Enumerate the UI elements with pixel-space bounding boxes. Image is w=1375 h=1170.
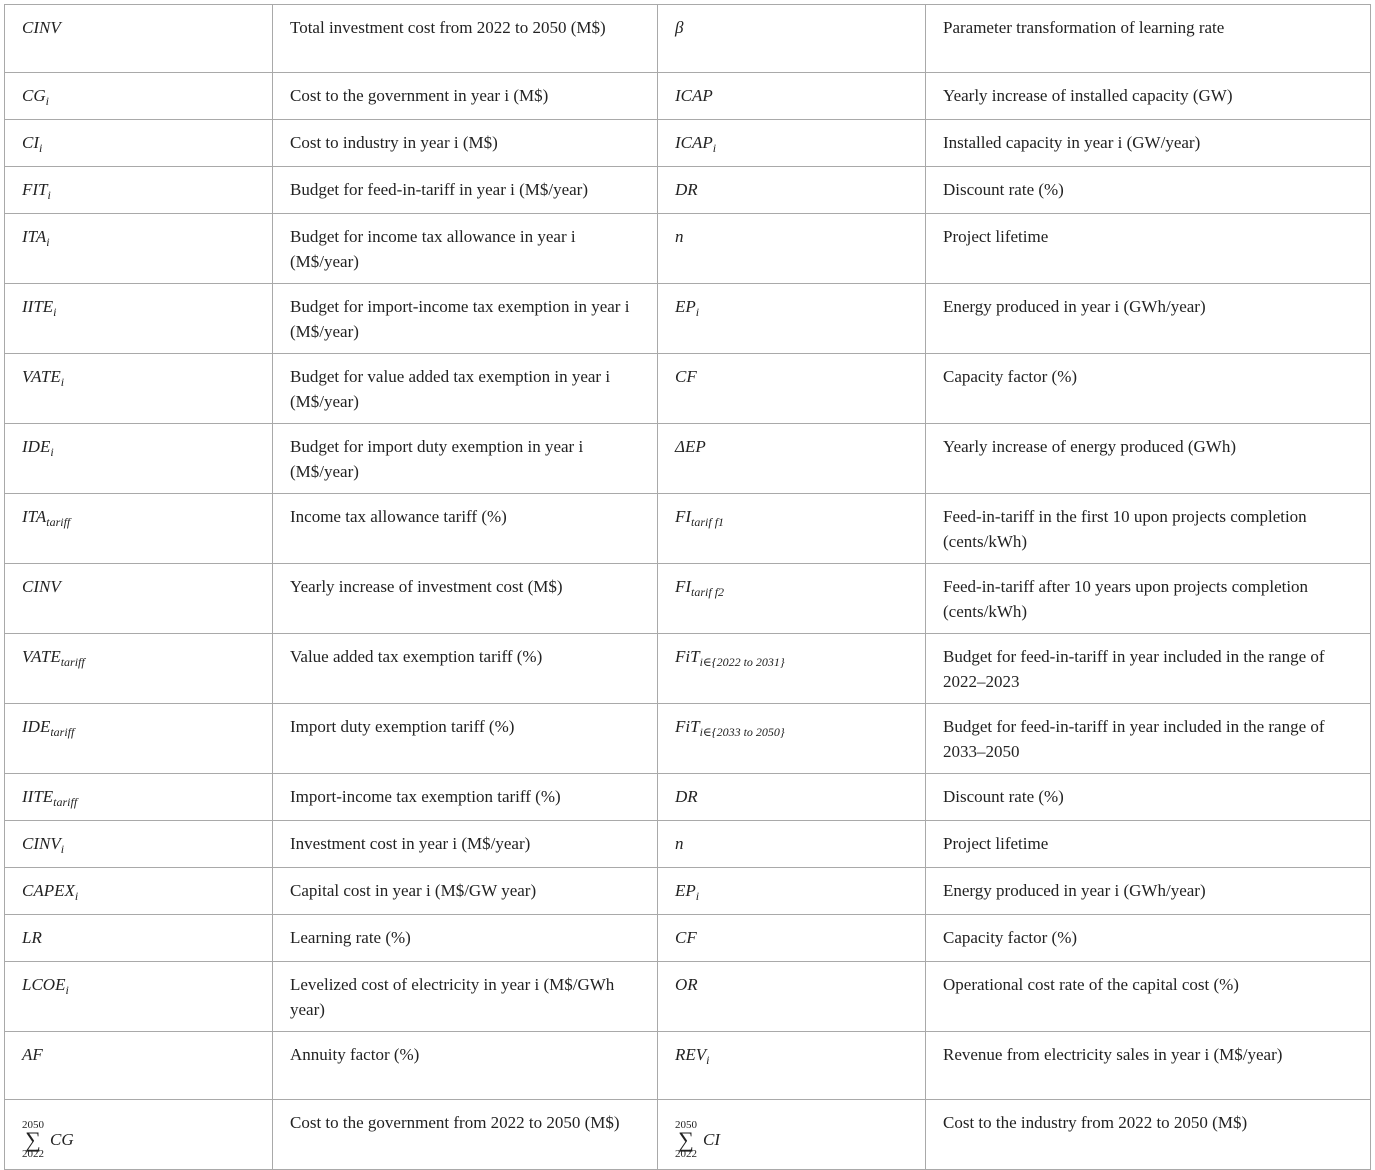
description-cell: Feed-in-tariff in the first 10 upon projects completion (cents/kWh): [926, 494, 1371, 564]
symbol-cell: [658, 424, 926, 494]
symbol-name: REV: [675, 1045, 707, 1064]
symbol-subscript: i: [60, 842, 65, 856]
symbol-cell: [658, 774, 926, 821]
description-cell: Cost to the industry from 2022 to 2050 (M$): [926, 1100, 1371, 1170]
symbol-name: CI: [22, 133, 39, 152]
description-cell: Cost to the government in year i (M$): [273, 73, 658, 120]
symbol-cell: [5, 1100, 273, 1170]
description-cell: Learning rate (%): [273, 915, 658, 962]
symbol-subscript: i: [39, 141, 43, 155]
symbol-name: CF: [675, 367, 697, 386]
symbol-subscript: tariff: [53, 795, 78, 809]
symbol-cell: [658, 354, 926, 424]
symbol-cell: [5, 915, 273, 962]
table-row: [5, 821, 1371, 868]
table-row: [5, 962, 1371, 1032]
symbol-cell: [658, 120, 926, 167]
symbol-cell: [5, 868, 273, 915]
table-row: [5, 167, 1371, 214]
symbol-subscript: tariff: [60, 655, 85, 669]
description-cell: Levelized cost of electricity in year i (M$/GWh year): [273, 962, 658, 1032]
description-cell: Discount rate (%): [926, 167, 1371, 214]
symbol-cell: [658, 634, 926, 704]
symbol-cell: [658, 167, 926, 214]
symbol-name: CINV: [22, 834, 61, 853]
symbol-name: EP: [675, 297, 696, 316]
description-cell: Yearly increase of investment cost (M$): [273, 564, 658, 634]
description-cell: Energy produced in year i (GWh/year): [926, 284, 1371, 354]
sigma-glyph: ∑: [25, 1127, 41, 1152]
symbol-name: AF: [22, 1045, 43, 1064]
symbol-name: ITA: [22, 507, 47, 526]
symbol-name: CINV: [22, 577, 61, 596]
description-cell: Yearly increase of installed capacity (GW): [926, 73, 1371, 120]
table-row: [5, 354, 1371, 424]
symbol-cell: [658, 564, 926, 634]
description-cell: Import-income tax exemption tariff (%): [273, 774, 658, 821]
symbol-name: IITE: [22, 297, 54, 316]
description-cell: Budget for import-income tax exemption in year i (M$/year): [273, 284, 658, 354]
symbol-cell: [658, 494, 926, 564]
symbol-subscript: i: [712, 141, 717, 155]
sum-upper-limit: 2050: [22, 1119, 44, 1131]
sum-lower-limit: 2022: [675, 1148, 697, 1160]
symbol-name: IDE: [22, 717, 51, 736]
symbol-name: n: [675, 227, 684, 246]
symbol-name: IDE: [22, 437, 51, 456]
symbol-name: CG: [22, 86, 46, 105]
sum-variable: CI: [703, 1129, 720, 1149]
table-row: [5, 1032, 1371, 1100]
symbol-cell: [5, 494, 273, 564]
symbol-cell: [658, 915, 926, 962]
symbol-subscript: i: [706, 1053, 710, 1067]
table-row: [5, 774, 1371, 821]
symbol-subscript: i: [695, 889, 700, 903]
symbol-name: FiT: [675, 717, 700, 736]
description-cell: Energy produced in year i (GWh/year): [926, 868, 1371, 915]
symbol-name: DR: [675, 180, 698, 199]
symbol-name: LCOE: [22, 975, 66, 994]
symbol-subscript: i∈{2022 to 2031}: [699, 655, 785, 669]
symbol-cell: [658, 821, 926, 868]
symbol-cell: [5, 214, 273, 284]
description-cell: Parameter transformation of learning rate: [926, 5, 1371, 73]
description-cell: Total investment cost from 2022 to 2050 (M$): [273, 5, 658, 73]
description-cell: Capacity factor (%): [926, 915, 1371, 962]
description-cell: Capacity factor (%): [926, 354, 1371, 424]
table-row: [5, 214, 1371, 284]
symbol-name: CAPEX: [22, 881, 75, 900]
symbol-name: LR: [22, 928, 42, 947]
symbol-name: DR: [675, 787, 698, 806]
symbol-subscript: tarif f1: [691, 515, 725, 529]
symbol-cell: [658, 704, 926, 774]
symbol-name: n: [675, 834, 684, 853]
sum-upper-limit: 2050: [675, 1119, 697, 1131]
symbol-subscript: i: [60, 375, 65, 389]
symbol-cell: [5, 634, 273, 704]
table-row: [5, 73, 1371, 120]
symbol-name: EP: [675, 881, 696, 900]
symbol-cell: [5, 962, 273, 1032]
description-cell: Feed-in-tariff after 10 years upon projects completion (cents/kWh): [926, 564, 1371, 634]
symbol-cell: [5, 73, 273, 120]
symbol-cell: [5, 704, 273, 774]
summation-symbol: [675, 1120, 720, 1160]
symbol-cell: [5, 120, 273, 167]
symbol-cell: [5, 424, 273, 494]
nomenclature-table: [4, 4, 1371, 1170]
symbol-subscript: i: [53, 305, 57, 319]
table-row: [5, 494, 1371, 564]
description-cell: Cost to industry in year i (M$): [273, 120, 658, 167]
symbol-cell: [658, 284, 926, 354]
table-row: [5, 634, 1371, 704]
symbol-cell: [5, 284, 273, 354]
symbol-subscript: i: [65, 983, 69, 997]
table-row: [5, 284, 1371, 354]
description-cell: Budget for income tax allowance in year i (M$/year): [273, 214, 658, 284]
description-cell: Import duty exemption tariff (%): [273, 704, 658, 774]
symbol-subscript: i: [45, 94, 49, 108]
description-cell: Budget for value added tax exemption in year i (M$/year): [273, 354, 658, 424]
symbol-name: ICAP: [675, 86, 713, 105]
symbol-name: CF: [675, 928, 697, 947]
symbol-cell: [5, 5, 273, 73]
description-cell: Project lifetime: [926, 214, 1371, 284]
symbol-cell: [658, 962, 926, 1032]
symbol-cell: [658, 1100, 926, 1170]
table-row: [5, 120, 1371, 167]
description-cell: Discount rate (%): [926, 774, 1371, 821]
summation-symbol: [22, 1120, 74, 1160]
symbol-name: IITE: [22, 787, 54, 806]
symbol-subscript: i: [47, 188, 51, 202]
sum-variable: CG: [50, 1129, 74, 1149]
description-cell: Revenue from electricity sales in year i (M$/year): [926, 1032, 1371, 1100]
description-cell: Income tax allowance tariff (%): [273, 494, 658, 564]
symbol-subscript: i∈{2033 to 2050}: [699, 725, 785, 739]
symbol-name: FiT: [675, 647, 700, 666]
description-cell: Project lifetime: [926, 821, 1371, 868]
description-cell: Yearly increase of energy produced (GWh): [926, 424, 1371, 494]
symbol-name: OR: [675, 975, 698, 994]
symbol-name: CINV: [22, 18, 61, 37]
symbol-cell: [5, 564, 273, 634]
description-cell: Budget for import duty exemption in year i (M$/year): [273, 424, 658, 494]
symbol-name: VATE: [22, 647, 61, 666]
description-cell: Investment cost in year i (M$/year): [273, 821, 658, 868]
symbol-name: ITA: [22, 227, 47, 246]
nomenclature-body: [5, 5, 1371, 1170]
symbol-cell: [658, 5, 926, 73]
description-cell: Installed capacity in year i (GW/year): [926, 120, 1371, 167]
symbol-subscript: i: [74, 889, 79, 903]
symbol-name: FI: [675, 577, 692, 596]
description-cell: Value added tax exemption tariff (%): [273, 634, 658, 704]
symbol-subscript: tariff: [50, 725, 75, 739]
symbol-subscript: tarif f2: [691, 585, 725, 599]
description-cell: Budget for feed-in-tariff in year included in the range of 2033–2050: [926, 704, 1371, 774]
symbol-name: ICAP: [675, 133, 713, 152]
symbol-cell: [658, 73, 926, 120]
symbol-subscript: i: [46, 235, 50, 249]
symbol-cell: [658, 214, 926, 284]
symbol-cell: [5, 821, 273, 868]
description-cell: Capital cost in year i (M$/GW year): [273, 868, 658, 915]
symbol-subscript: tariff: [46, 515, 71, 529]
symbol-name: FI: [675, 507, 692, 526]
description-cell: Cost to the government from 2022 to 2050 (M$): [273, 1100, 658, 1170]
symbol-name: ΔEP: [675, 437, 706, 456]
table-row: [5, 915, 1371, 962]
table-row: [5, 5, 1371, 73]
description-cell: Annuity factor (%): [273, 1032, 658, 1100]
symbol-subscript: i: [50, 445, 54, 459]
description-cell: Budget for feed-in-tariff in year included in the range of 2022–2023: [926, 634, 1371, 704]
symbol-subscript: i: [695, 305, 700, 319]
symbol-name: VATE: [22, 367, 61, 386]
symbol-cell: [5, 1032, 273, 1100]
symbol-cell: [5, 774, 273, 821]
symbol-cell: [658, 1032, 926, 1100]
table-row-sum: [5, 1100, 1371, 1170]
symbol-name: FIT: [22, 180, 48, 199]
symbol-cell: [658, 868, 926, 915]
symbol-name: β: [675, 18, 684, 37]
table-row: [5, 868, 1371, 915]
symbol-cell: [5, 354, 273, 424]
description-cell: Operational cost rate of the capital cost (%): [926, 962, 1371, 1032]
sigma-glyph: ∑: [678, 1127, 694, 1152]
table-row: [5, 564, 1371, 634]
sum-lower-limit: 2022: [22, 1148, 44, 1160]
table-row: [5, 704, 1371, 774]
table-row: [5, 424, 1371, 494]
description-cell: Budget for feed-in-tariff in year i (M$/year): [273, 167, 658, 214]
symbol-cell: [5, 167, 273, 214]
